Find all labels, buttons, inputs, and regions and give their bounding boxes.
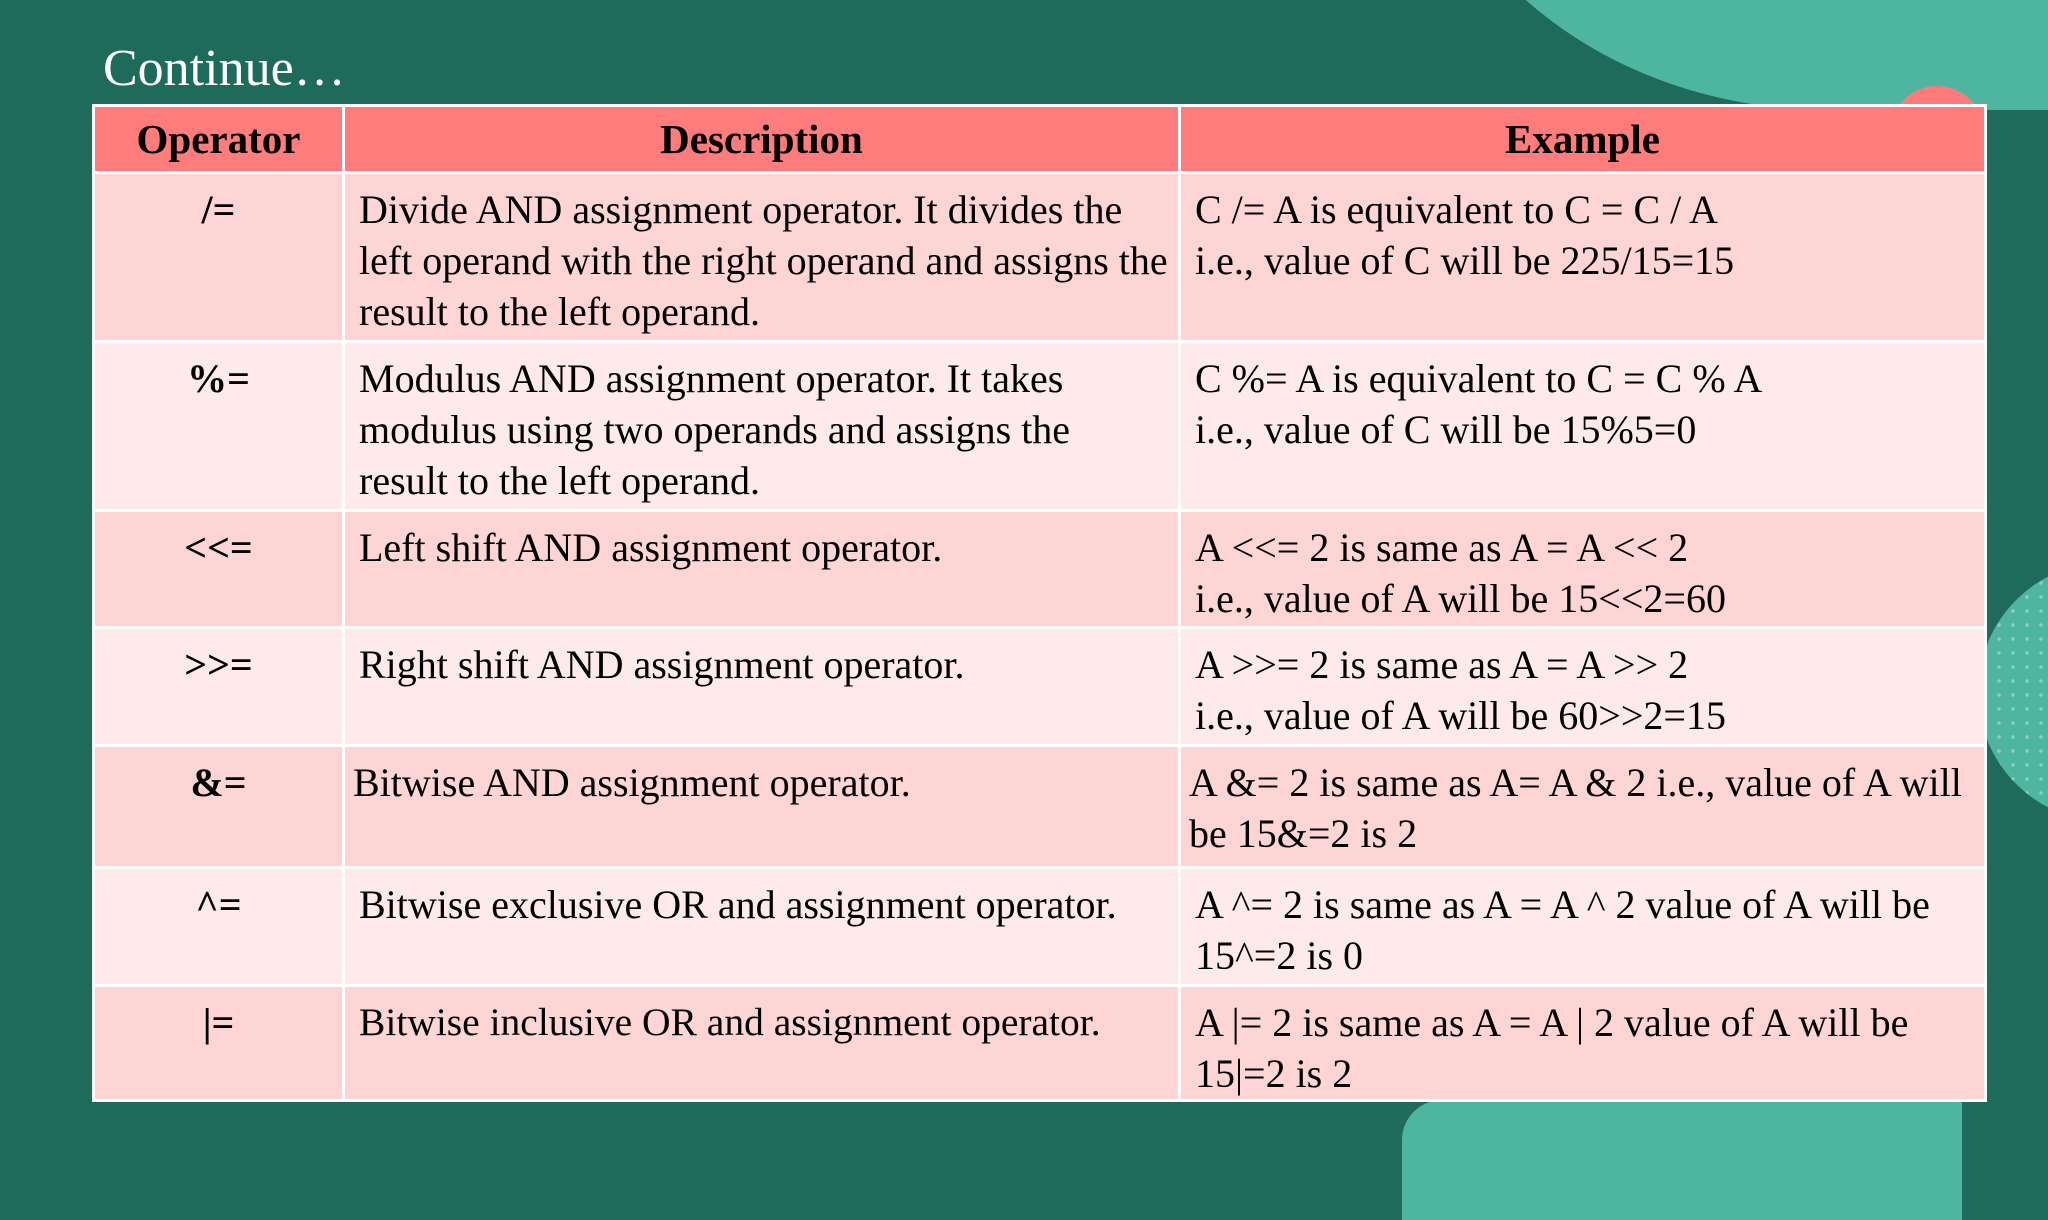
example-line: A |= 2 is same as A = A | 2 value of A will be 15|=2 is 2 [1195,1000,1909,1096]
operator-cell: |= [94,986,344,1101]
description-cell: Modulus AND assignment operator. It takes modulus using two operands and assigns the result to the left operand. [344,342,1180,511]
example-line: i.e., value of C will be 225/15=15 [1195,238,1735,283]
table-row [94,746,1986,868]
example-line: C /= A is equivalent to C = C / A [1195,187,1718,232]
example-line: i.e., value of A will be 15<<2=60 [1195,576,1726,621]
description-cell: Bitwise inclusive OR and assignment operator. [344,986,1180,1101]
table-row [94,986,1986,1101]
decorative-teal-shape-bottom [1402,1100,1962,1220]
example-line: i.e., value of C will be 15%5=0 [1195,407,1697,452]
table-row [94,628,1986,746]
example-cell [1180,628,1986,746]
table-row [94,511,1986,628]
example-line: A ^= 2 is same as A = A ^ 2 value of A will be 15^=2 is 0 [1195,882,1930,978]
decorative-dotted-circle [1978,562,2048,822]
example-cell [1180,746,1986,868]
operators-table [92,104,1987,1102]
slide-title: Continue… [103,40,346,97]
example-line: A >>= 2 is same as A = A >> 2 [1195,642,1689,687]
table-header-row [94,106,1986,173]
description-cell: Divide AND assignment operator. It divides the left operand with the right operand and assigns the result to the left operand. [344,173,1180,342]
description-cell: Right shift AND assignment operator. [344,628,1180,746]
table-row [94,868,1986,986]
description-cell: Left shift AND assignment operator. [344,511,1180,628]
operator-cell: >>= [94,628,344,746]
operator-cell: /= [94,173,344,342]
description-cell: Bitwise exclusive OR and assignment operator. [344,868,1180,986]
header-example: Example [1180,106,1986,173]
example-cell [1180,173,1986,342]
operator-cell: &= [94,746,344,868]
description-cell: Bitwise AND assignment operator. [344,746,1180,868]
table-row [94,173,1986,342]
example-line: i.e., value of A will be 60>>2=15 [1195,693,1726,738]
operator-cell: %= [94,342,344,511]
example-cell [1180,868,1986,986]
operator-cell: <<= [94,511,344,628]
example-line: A <<= 2 is same as A = A << 2 [1195,525,1689,570]
example-cell [1180,342,1986,511]
header-description: Description [344,106,1180,173]
example-cell [1180,986,1986,1101]
example-line: C %= A is equivalent to C = C % A [1195,356,1763,401]
header-operator: Operator [94,106,344,173]
example-cell [1180,511,1986,628]
operator-cell: ^= [94,868,344,986]
example-line: A &= 2 is same as A= A & 2 i.e., value of A will be 15&=2 is 2 [1189,760,1962,856]
table-row [94,342,1986,511]
